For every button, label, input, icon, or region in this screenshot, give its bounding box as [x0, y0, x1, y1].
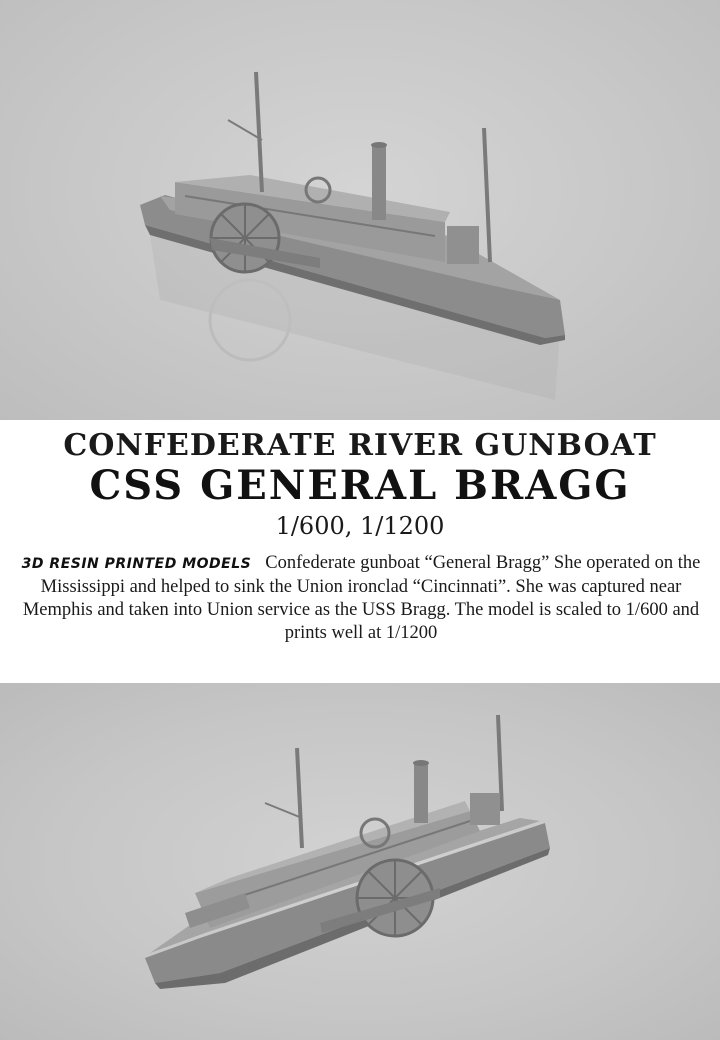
scale-info: 1/600, 1/1200: [275, 512, 445, 540]
page-title: CSS GENERAL BRAGG: [89, 462, 631, 509]
description-text: Confederate gunboat “General Bragg” She operated on the Mississippi and helped to sink the Union ironclad “Cincinnati”. She was captured near Memphis and taken into Union service as the USS Bragg. The model is scaled to 1/600 and prints well at 1/1200: [22, 553, 701, 643]
ship-render-bottom: [0, 683, 720, 1040]
ship-model-bottom-image: [0, 683, 720, 1040]
brand-label: 3D RESIN PRINTED MODELS: [21, 556, 252, 572]
description-block: [12, 552, 710, 645]
subtitle: CONFEDERATE RIVER GUNBOAT: [63, 428, 657, 463]
ship-render-top: [0, 0, 720, 420]
description-panel: [0, 420, 720, 683]
ship-model-top-image: [0, 0, 720, 420]
